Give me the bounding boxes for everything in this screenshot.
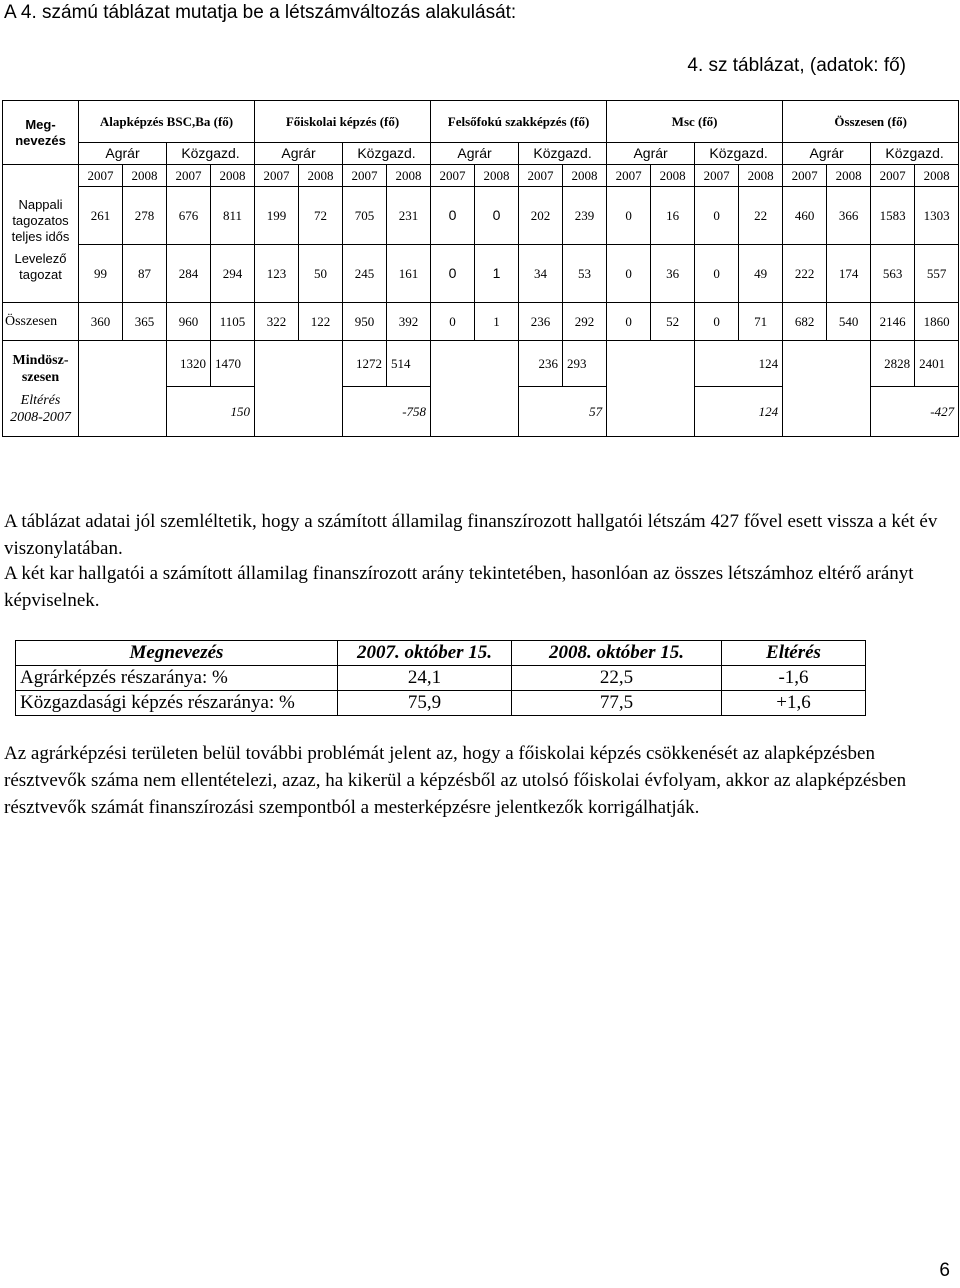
- row-label: [3, 165, 79, 303]
- paragraph: A két kar hallgatói a számított államilag finanszírozott arány tekintetében, hasonlóan az összes létszámhoz eltérő arányt képviselnek.: [4, 563, 914, 611]
- value-cell: 0: [475, 187, 519, 245]
- sub-header: Agrár: [783, 143, 871, 165]
- value-cell: 24,1: [338, 666, 512, 691]
- value-cell: 366: [827, 187, 871, 245]
- year-cell: 2008: [211, 165, 255, 187]
- headcount-table: [2, 100, 959, 437]
- diff-cell: -758: [343, 387, 431, 437]
- grand-cell: 1272: [343, 341, 387, 387]
- total-cell: 1860: [915, 303, 959, 341]
- year-cell: 2007: [607, 165, 651, 187]
- total-cell: 365: [123, 303, 167, 341]
- value-cell: 49: [739, 245, 783, 303]
- year-cell: 2008: [651, 165, 695, 187]
- sub-header: Közgazd.: [695, 143, 783, 165]
- value-cell: 0: [431, 245, 475, 303]
- value-cell: 239: [563, 187, 607, 245]
- grand-cell: 293: [563, 341, 607, 387]
- grand-total-row: [3, 341, 959, 387]
- grand-cell: 1320: [167, 341, 211, 387]
- value-cell: 77,5: [512, 691, 722, 716]
- total-cell: 0: [607, 303, 651, 341]
- sub-header: Közgazd.: [519, 143, 607, 165]
- total-cell: 52: [651, 303, 695, 341]
- diff-cell: 150: [167, 387, 255, 437]
- total-cell: 71: [739, 303, 783, 341]
- value-cell: +1,6: [722, 691, 866, 716]
- group-header: Főiskolai képzés (fő): [255, 101, 431, 143]
- intro-text: A 4. számú táblázat mutatja be a létszámváltozás alakulását:: [4, 2, 517, 23]
- value-cell: 34: [519, 245, 563, 303]
- grand-label-cell: [3, 341, 79, 437]
- grand-cell: 2828: [871, 341, 915, 387]
- years-row: [3, 165, 959, 187]
- value-cell: 161: [387, 245, 431, 303]
- value-cell: 36: [651, 245, 695, 303]
- value-cell: 22,5: [512, 666, 722, 691]
- corner-label: Meg-nevezés: [3, 101, 79, 165]
- year-cell: 2007: [167, 165, 211, 187]
- total-cell: 1105: [211, 303, 255, 341]
- total-cell: 360: [79, 303, 123, 341]
- row-label: Agrárképzés részaránya: %: [16, 666, 338, 691]
- year-cell: 2007: [871, 165, 915, 187]
- year-cell: 2008: [915, 165, 959, 187]
- year-cell: 2007: [695, 165, 739, 187]
- year-cell: 2008: [739, 165, 783, 187]
- diff-row: [3, 387, 959, 437]
- year-cell: 2007: [431, 165, 475, 187]
- value-cell: 676: [167, 187, 211, 245]
- table-row: [16, 666, 866, 691]
- value-cell: 231: [387, 187, 431, 245]
- total-cell: 0: [695, 303, 739, 341]
- total-row: [3, 303, 959, 341]
- sub-header: Agrár: [255, 143, 343, 165]
- value-cell: 199: [255, 187, 299, 245]
- value-cell: 16: [651, 187, 695, 245]
- value-cell: 99: [79, 245, 123, 303]
- group-header: Felsőfokú szakképzés (fő): [431, 101, 607, 143]
- column-header: Eltérés: [722, 641, 866, 666]
- grand-cell: 2401: [915, 341, 959, 387]
- value-cell: 557: [915, 245, 959, 303]
- total-cell: 540: [827, 303, 871, 341]
- grand-cell: 236: [519, 341, 563, 387]
- row-label-day: Nappali tagozatos teljes idős: [11, 196, 70, 244]
- value-cell: 705: [343, 187, 387, 245]
- year-cell: 2008: [475, 165, 519, 187]
- total-label: Összesen: [3, 303, 79, 341]
- value-cell: 87: [123, 245, 167, 303]
- value-cell: 72: [299, 187, 343, 245]
- year-cell: 2008: [123, 165, 167, 187]
- value-cell: 123: [255, 245, 299, 303]
- value-cell: 0: [607, 245, 651, 303]
- total-cell: 292: [563, 303, 607, 341]
- table-row: [16, 691, 866, 716]
- year-cell: 2007: [519, 165, 563, 187]
- value-cell: 174: [827, 245, 871, 303]
- value-cell: 245: [343, 245, 387, 303]
- total-cell: 950: [343, 303, 387, 341]
- value-cell: 284: [167, 245, 211, 303]
- year-cell: 2007: [343, 165, 387, 187]
- row-label: Közgazdasági képzés részaránya: %: [16, 691, 338, 716]
- sub-header: Közgazd.: [871, 143, 959, 165]
- sub-header: Közgazd.: [343, 143, 431, 165]
- year-cell: 2008: [563, 165, 607, 187]
- total-cell: 322: [255, 303, 299, 341]
- page-number: 6: [939, 1260, 950, 1281]
- year-cell: 2008: [827, 165, 871, 187]
- value-cell: 811: [211, 187, 255, 245]
- value-cell: 0: [607, 187, 651, 245]
- total-cell: 1: [475, 303, 519, 341]
- total-cell: 682: [783, 303, 827, 341]
- value-cell: 202: [519, 187, 563, 245]
- sub-header: Agrár: [431, 143, 519, 165]
- total-cell: 122: [299, 303, 343, 341]
- grand-cell: 1470: [211, 341, 255, 387]
- year-cell: 2008: [299, 165, 343, 187]
- paragraph: Az agrárképzési területen belül további problémát jelent az, hogy a főiskolai képzés csökkenését az alapképzésben résztvevők száma nem ellentételezi, azaz, ha kikerül a képzésből az utolsó főiskolai évfolyam, akkor az alapképzésben résztvevők számát finanszírozási szempontból a mesterképzésre jelentkezők korrigálhatják.: [4, 743, 907, 818]
- column-header: 2007. október 15.: [338, 641, 512, 666]
- value-cell: 1: [475, 245, 519, 303]
- year-cell: 2008: [387, 165, 431, 187]
- group-header: Msc (fő): [607, 101, 783, 143]
- value-cell: 75,9: [338, 691, 512, 716]
- year-cell: 2007: [255, 165, 299, 187]
- grand-cell: 124: [695, 341, 783, 387]
- total-cell: 0: [431, 303, 475, 341]
- diff-label: Eltérés 2008-2007: [10, 392, 71, 425]
- value-cell: 0: [695, 187, 739, 245]
- table-header-row: [16, 641, 866, 666]
- sub-header: Közgazd.: [167, 143, 255, 165]
- value-cell: 22: [739, 187, 783, 245]
- column-header: Megnevezés: [16, 641, 338, 666]
- column-header: 2008. október 15.: [512, 641, 722, 666]
- value-cell: 278: [123, 187, 167, 245]
- value-cell: 222: [783, 245, 827, 303]
- table-caption: 4. sz táblázat, (adatok: fő): [687, 55, 906, 76]
- value-cell: 460: [783, 187, 827, 245]
- diff-cell: 57: [519, 387, 607, 437]
- diff-cell: -427: [871, 387, 959, 437]
- value-cell: 1303: [915, 187, 959, 245]
- value-cell: -1,6: [722, 666, 866, 691]
- value-cell: 294: [211, 245, 255, 303]
- sub-header: Agrár: [607, 143, 695, 165]
- diff-cell: 124: [695, 387, 783, 437]
- grand-cell: 514: [387, 341, 431, 387]
- value-cell: 50: [299, 245, 343, 303]
- table-row: [3, 245, 959, 303]
- share-table: [15, 640, 866, 716]
- value-cell: 0: [695, 245, 739, 303]
- total-cell: 236: [519, 303, 563, 341]
- year-cell: 2007: [783, 165, 827, 187]
- year-cell: 2007: [79, 165, 123, 187]
- total-cell: 392: [387, 303, 431, 341]
- value-cell: 563: [871, 245, 915, 303]
- group-header: Összesen (fő): [783, 101, 959, 143]
- paragraph: A táblázat adatai jól szemléltetik, hogy a számított államilag finanszírozott hallgatói létszám 427 fővel esett vissza a két év viszonylatában.: [4, 511, 938, 559]
- value-cell: 53: [563, 245, 607, 303]
- value-cell: 0: [431, 187, 475, 245]
- sub-header: Agrár: [79, 143, 167, 165]
- total-cell: 960: [167, 303, 211, 341]
- row-label-corr: Levelező tagozat: [14, 250, 67, 282]
- group-header: Alapképzés BSC,Ba (fő): [79, 101, 255, 143]
- grand-label: Mindösz-szesen: [12, 352, 69, 385]
- value-cell: 1583: [871, 187, 915, 245]
- value-cell: 261: [79, 187, 123, 245]
- table-row: [3, 187, 959, 245]
- total-cell: 2146: [871, 303, 915, 341]
